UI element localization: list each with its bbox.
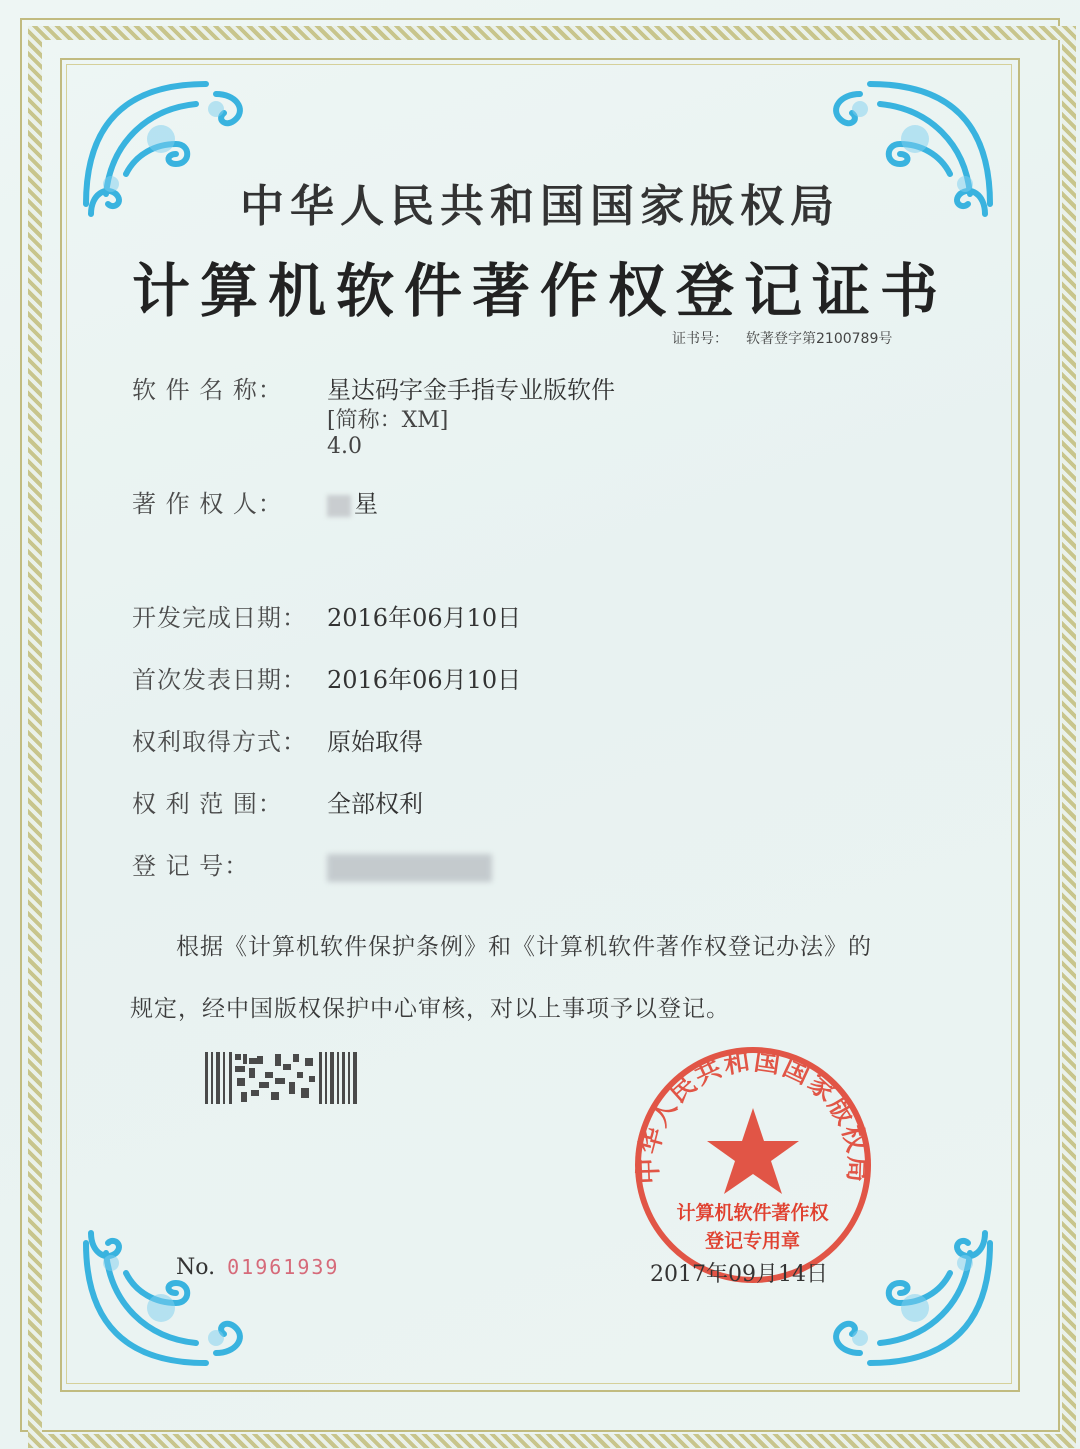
serial-number: [176, 1255, 339, 1280]
certificate-number-label: 证书号：: [672, 331, 728, 347]
software-name-value: 星达码字金手指专业版软件: [327, 376, 615, 404]
seal-ring-text: 中华人民共和国国家版权局: [633, 1046, 873, 1185]
certificate-number-value: 软著登字第2100789号: [746, 331, 893, 347]
barcode-icon: [205, 1052, 357, 1104]
owner-row: [132, 484, 378, 519]
pub-date-value: 2016年06月10日: [327, 666, 522, 694]
body-line-2: 规定，经中国版权保护中心审核，对以上事项予以登记。: [130, 996, 730, 1022]
scope-row: [132, 784, 423, 819]
dev-date-label: 开发完成日期：: [132, 604, 307, 632]
seal-line-1: 计算机软件著作权: [676, 1202, 829, 1224]
acquire-row: [132, 722, 423, 757]
serial-prefix: No.: [176, 1255, 216, 1280]
acquire-label: 权利取得方式：: [132, 728, 307, 756]
software-name-row: [132, 370, 615, 405]
owner-value: [327, 484, 378, 519]
reg-no-row: [132, 846, 492, 882]
issuing-authority: 中华人民共和国国家版权局: [240, 181, 840, 232]
pub-date-label: 首次发表日期：: [132, 666, 307, 694]
software-name-label: 软 件 名 称：: [132, 376, 283, 404]
version: 4.0: [327, 434, 362, 459]
scope-value: 全部权利: [327, 790, 423, 818]
reg-no-label: 登 记 号：: [132, 852, 250, 880]
redacted-block: [327, 495, 351, 517]
owner-visible-text: 星: [354, 490, 378, 518]
serial-value: 01961939: [227, 1255, 340, 1279]
owner-label: 著 作 权 人：: [132, 490, 283, 518]
issue-date: 2017年09月14日: [650, 1262, 828, 1287]
redacted-block: [327, 854, 492, 882]
reg-no-value: [327, 852, 492, 882]
pub-date-row: [132, 660, 521, 695]
corner-ornament-icon: [66, 1223, 266, 1383]
short-name: [简称：XM]: [327, 408, 449, 433]
dev-date-value: 2016年06月10日: [327, 604, 522, 632]
body-line-1: 根据《计算机软件保护条例》和《计算机软件著作权登记办法》的: [176, 934, 872, 960]
certificate-number: [672, 328, 892, 348]
dev-date-row: [132, 598, 521, 633]
acquire-value: 原始取得: [327, 728, 423, 756]
seal-line-2: 登记专用章: [704, 1230, 800, 1252]
scope-label: 权 利 范 围：: [132, 790, 283, 818]
certificate-title: 计算机软件著作权登记证书: [131, 257, 948, 325]
